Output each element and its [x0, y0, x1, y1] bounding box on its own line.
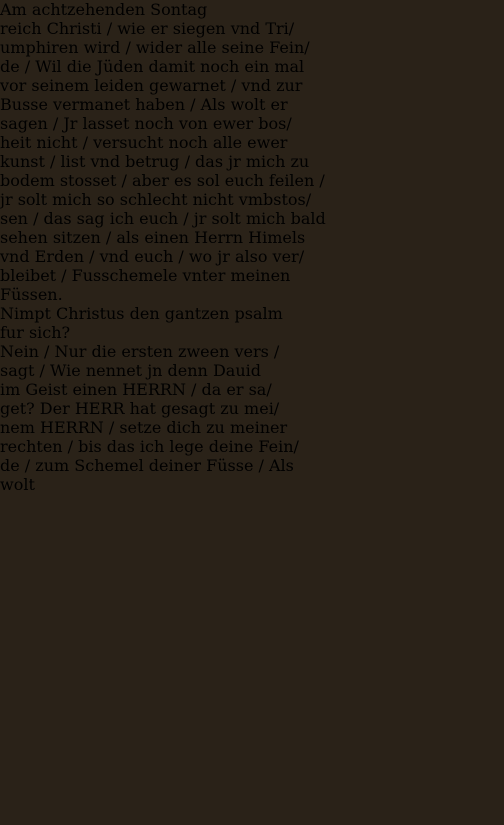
text-line: im Geist einen HERRN / da er sa/: [0, 380, 272, 399]
text-line: heit nicht / versucht noch alle ewer: [0, 133, 288, 152]
text-line: sehen sitzen / als einen Herrn Himels: [0, 228, 306, 247]
catchword: wolt: [0, 475, 35, 494]
text-line: bodem stosset / aber es sol euch feilen /: [0, 171, 325, 190]
text-line: de / zum Schemel deiner Füsse / Als: [0, 456, 294, 475]
text-line: kunst / list vnd betrug / das jr mich zu: [0, 152, 310, 171]
text-line: sagt / Wie nennet jn denn Dauid: [0, 361, 261, 380]
text-line: nem HERRN / setze dich zu meiner: [0, 418, 288, 437]
text-line: Nein / Nur die ersten zween vers /: [0, 342, 280, 361]
section-heading: [0, 304, 482, 342]
text-line: vor seinem leiden gewarnet / vnd zur: [0, 76, 303, 95]
text-line: sagen / Jr lasset noch von ewer bos/: [0, 114, 292, 133]
text-line: umphiren wird / wider alle seine Fein/: [0, 38, 310, 57]
text-line: Busse vermanet haben / Als wolt er: [0, 95, 288, 114]
text-line: jr solt mich so schlecht nicht vmbstos/: [0, 190, 312, 209]
text-line: reich Christi / wie er siegen vnd Tri/: [0, 19, 295, 38]
text-line: vnd Erden / vnd euch / wo jr also ver/: [0, 247, 305, 266]
text-line: rechten / bis das ich lege deine Fein/: [0, 437, 299, 456]
text-line: bleibet / Fusschemele vnter meinen: [0, 266, 291, 285]
running-title: Am achtzehenden Sontag: [0, 0, 208, 19]
section-heading-line: fur sich?: [0, 323, 71, 342]
text-line: Füssen.: [0, 285, 63, 304]
text-line: sen / das sag ich euch / jr solt mich bald: [0, 209, 326, 228]
text-line: get? Der HERR hat gesagt zu mei/: [0, 399, 280, 418]
text-line: de / Wil die Jüden damit noch ein mal: [0, 57, 305, 76]
section-heading-line: Nimpt Christus den gantzen psalm: [0, 304, 283, 323]
paragraph-1: [0, 19, 482, 304]
paragraph-2: [0, 342, 482, 494]
